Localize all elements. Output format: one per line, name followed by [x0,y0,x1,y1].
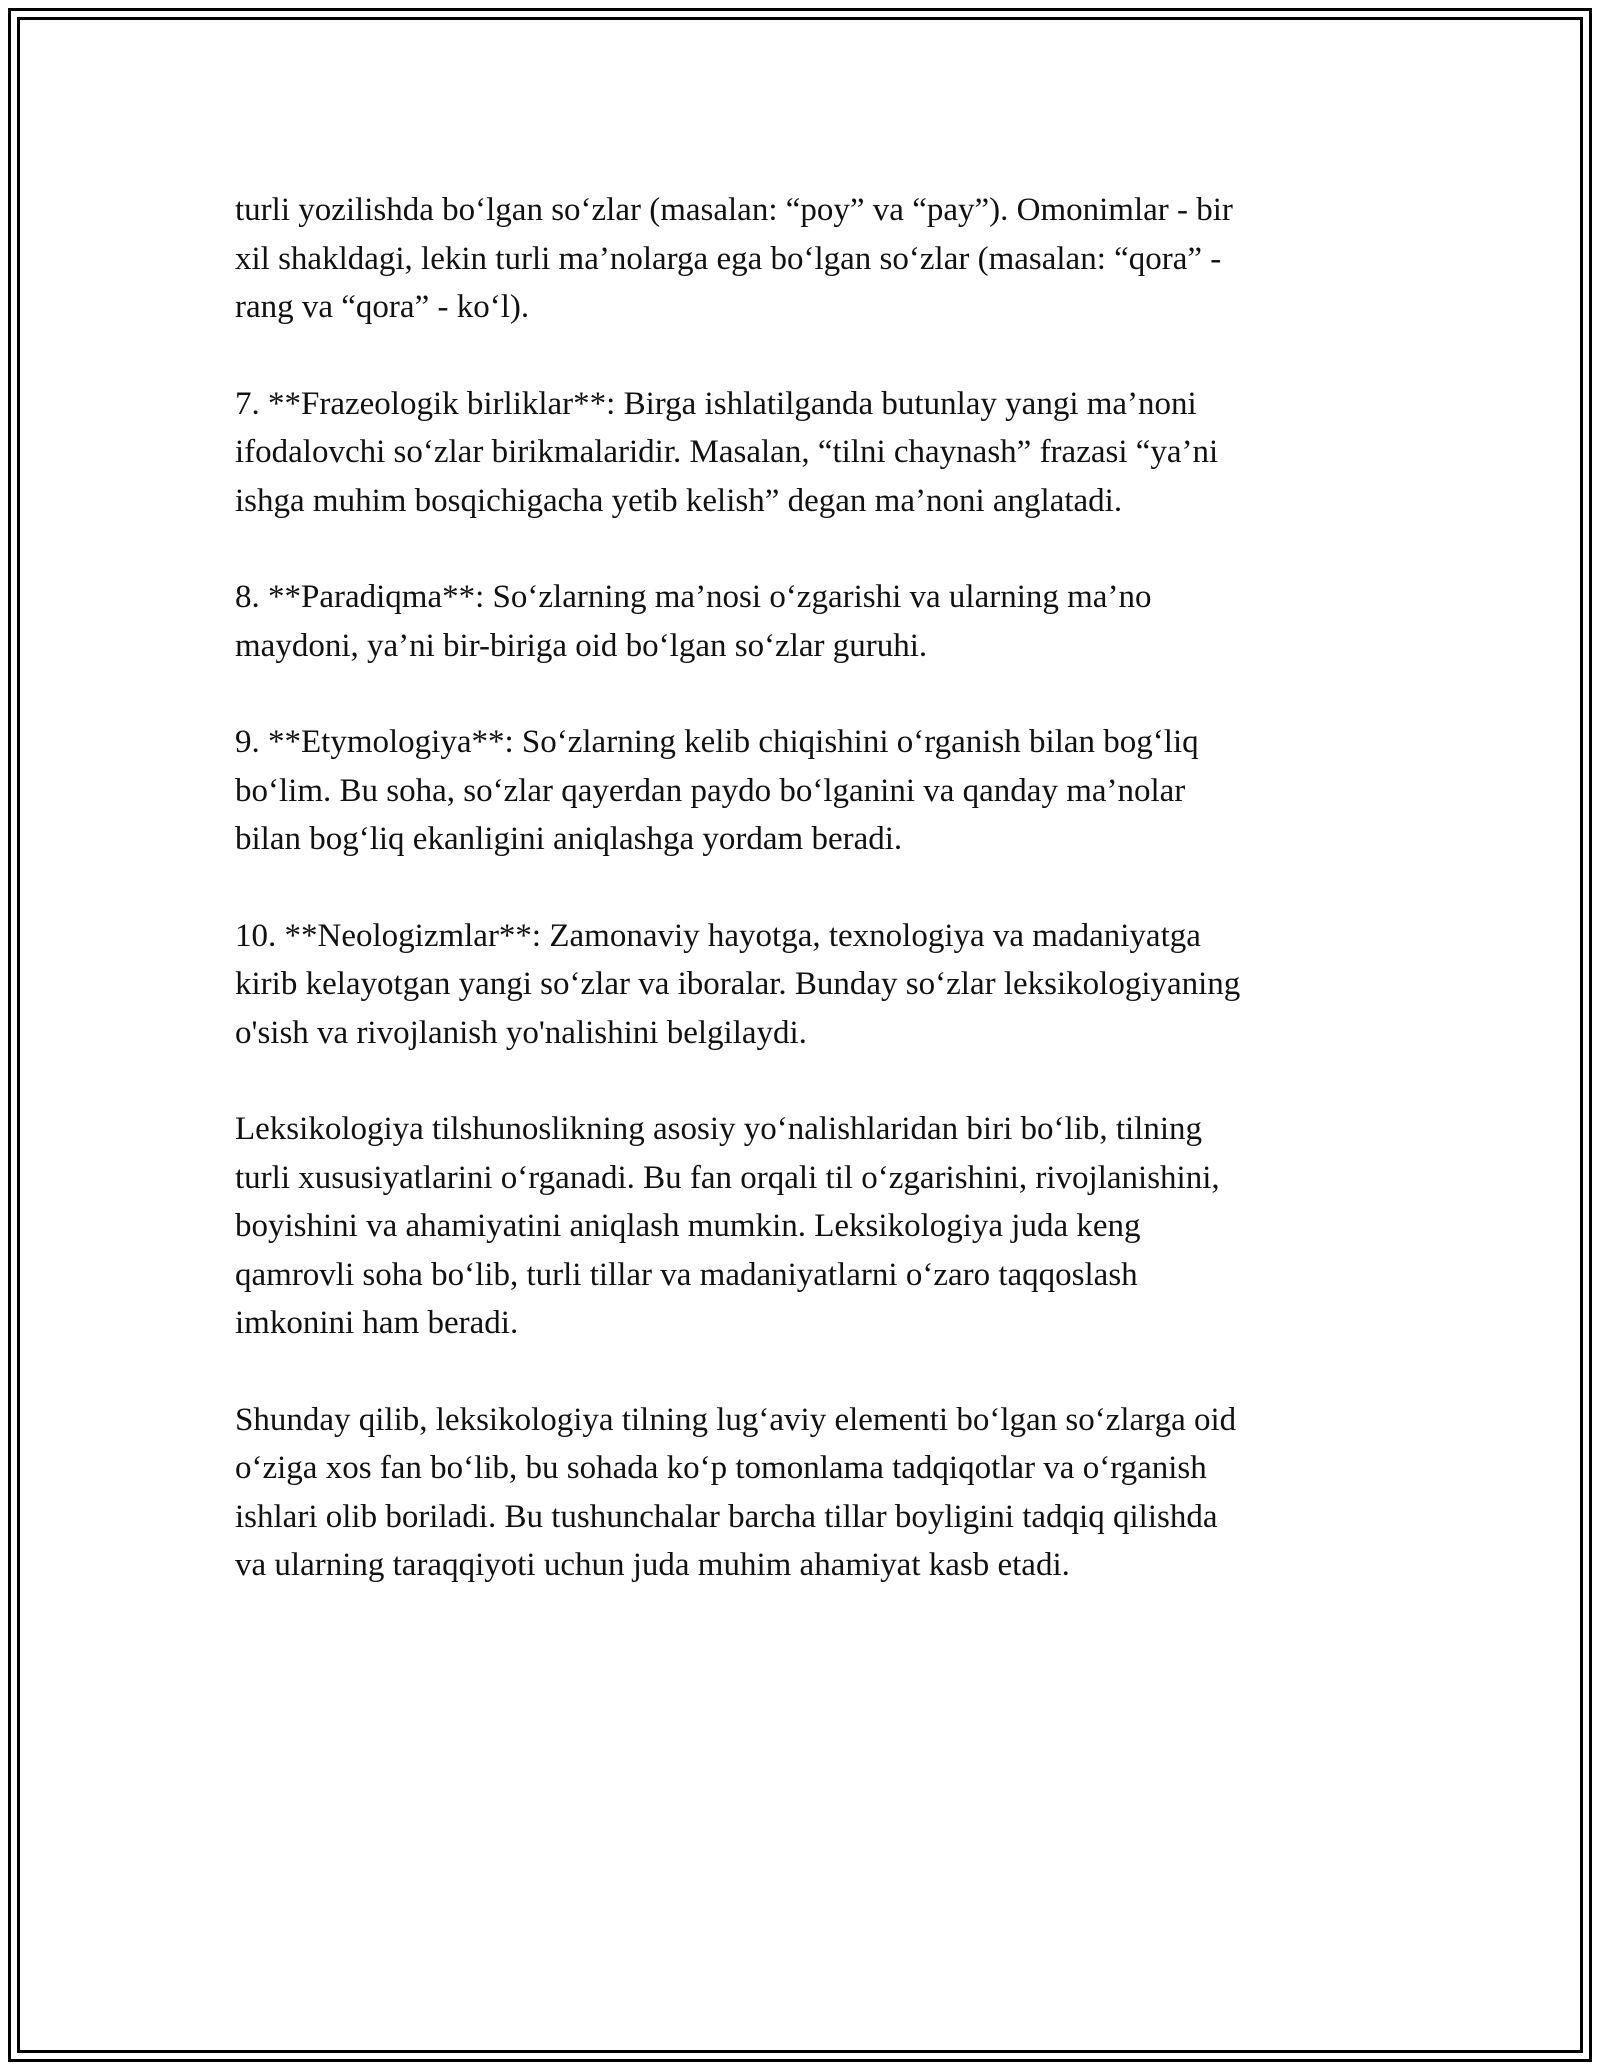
text-line: rang va “qora” - ko‘l). [235,289,530,325]
paragraph-homophones-homonyms [235,186,1365,332]
text-line: 8. **Paradiqma**: So‘zlarning ma’nosi o‘zgarishi va ularning ma’no [235,579,1152,615]
text-line: bilan bog‘liq ekanligini aniqlashga yordam beradi. [235,821,903,857]
text-line: kirib kelayotgan yangi so‘zlar va iboralar. Bunday so‘zlar leksikologiyaning [235,966,1241,1002]
text-line: ifodalovchi so‘zlar birikmalaridir. Masalan, “tilni chaynash” frazasi “ya’ni [235,434,1219,470]
text-line: maydoni, ya’ni bir-biriga oid bo‘lgan so‘zlar guruhi. [235,627,928,664]
text-line: bo‘lim. Bu soha, so‘zlar qayerdan paydo bo‘lganini va qanday ma’nolar [235,772,1186,809]
text-line: o‘ziga xos fan bo‘lib, bu sohada ko‘p tomonlama tadqiqotlar va o‘rganish [235,1450,1207,1486]
text-line: Shunday qilib, leksikologiya tilning lug‘aviy elementi bo‘lgan so‘zlarga oid [235,1401,1237,1438]
text-line: boyishini va ahamiyatini aniqlash mumkin. Leksikologiya juda keng [235,1208,1141,1244]
text-line: 10. **Neologizmlar**: Zamonaviy hayotga, texnologiya va madaniyatga [235,917,1201,954]
text-line: imkonini ham beradi. [235,1305,519,1341]
text-line: ishlari olib boriladi. Bu tushunchalar barcha tillar boyligini tadqiq qilishda [235,1498,1218,1535]
document-body [235,186,1365,1638]
text-line: va ularning taraqqiyoti uchun juda muhim ahamiyat kasb etadi. [235,1547,1070,1583]
text-line: 7. **Frazeologik birliklar**: Birga ishlatilganda butunlay yangi ma’noni [235,385,1197,422]
text-line: qamrovli soha bo‘lib, turli tillar va madaniyatlarni o‘zaro taqqoslash [235,1256,1138,1293]
paragraph-item-7-phraseology [235,380,1365,526]
text-line: xil shakldagi, lekin turli ma’nolarga ega bo‘lgan so‘zlar (masalan: “qora” - [235,240,1222,277]
text-line: Leksikologiya tilshunoslikning asosiy yo‘nalishlaridan biri bo‘lib, tilning [235,1111,1203,1147]
paragraph-item-9-etymology [235,718,1365,864]
paragraph-item-8-paradigm [235,573,1365,670]
paragraph-item-10-neologisms [235,912,1365,1058]
paragraph-lexicology-overview [235,1105,1365,1348]
text-line: turli yozilishda bo‘lgan so‘zlar (masalan: “poy” va “pay”). Omonimlar - bir [235,192,1233,228]
text-line: turli xususiyatlarini o‘rganadi. Bu fan orqali til o‘zgarishini, rivojlanishini, [235,1159,1220,1196]
text-line: 9. **Etymologiya**: So‘zlarning kelib chiqishini o‘rganish bilan bog‘liq [235,724,1199,760]
text-line: ishga muhim bosqichigacha yetib kelish” degan ma’noni anglatadi. [235,482,1123,519]
text-line: o'sish va rivojlanish yo'nalishini belgilaydi. [235,1014,807,1051]
paragraph-conclusion [235,1396,1365,1590]
